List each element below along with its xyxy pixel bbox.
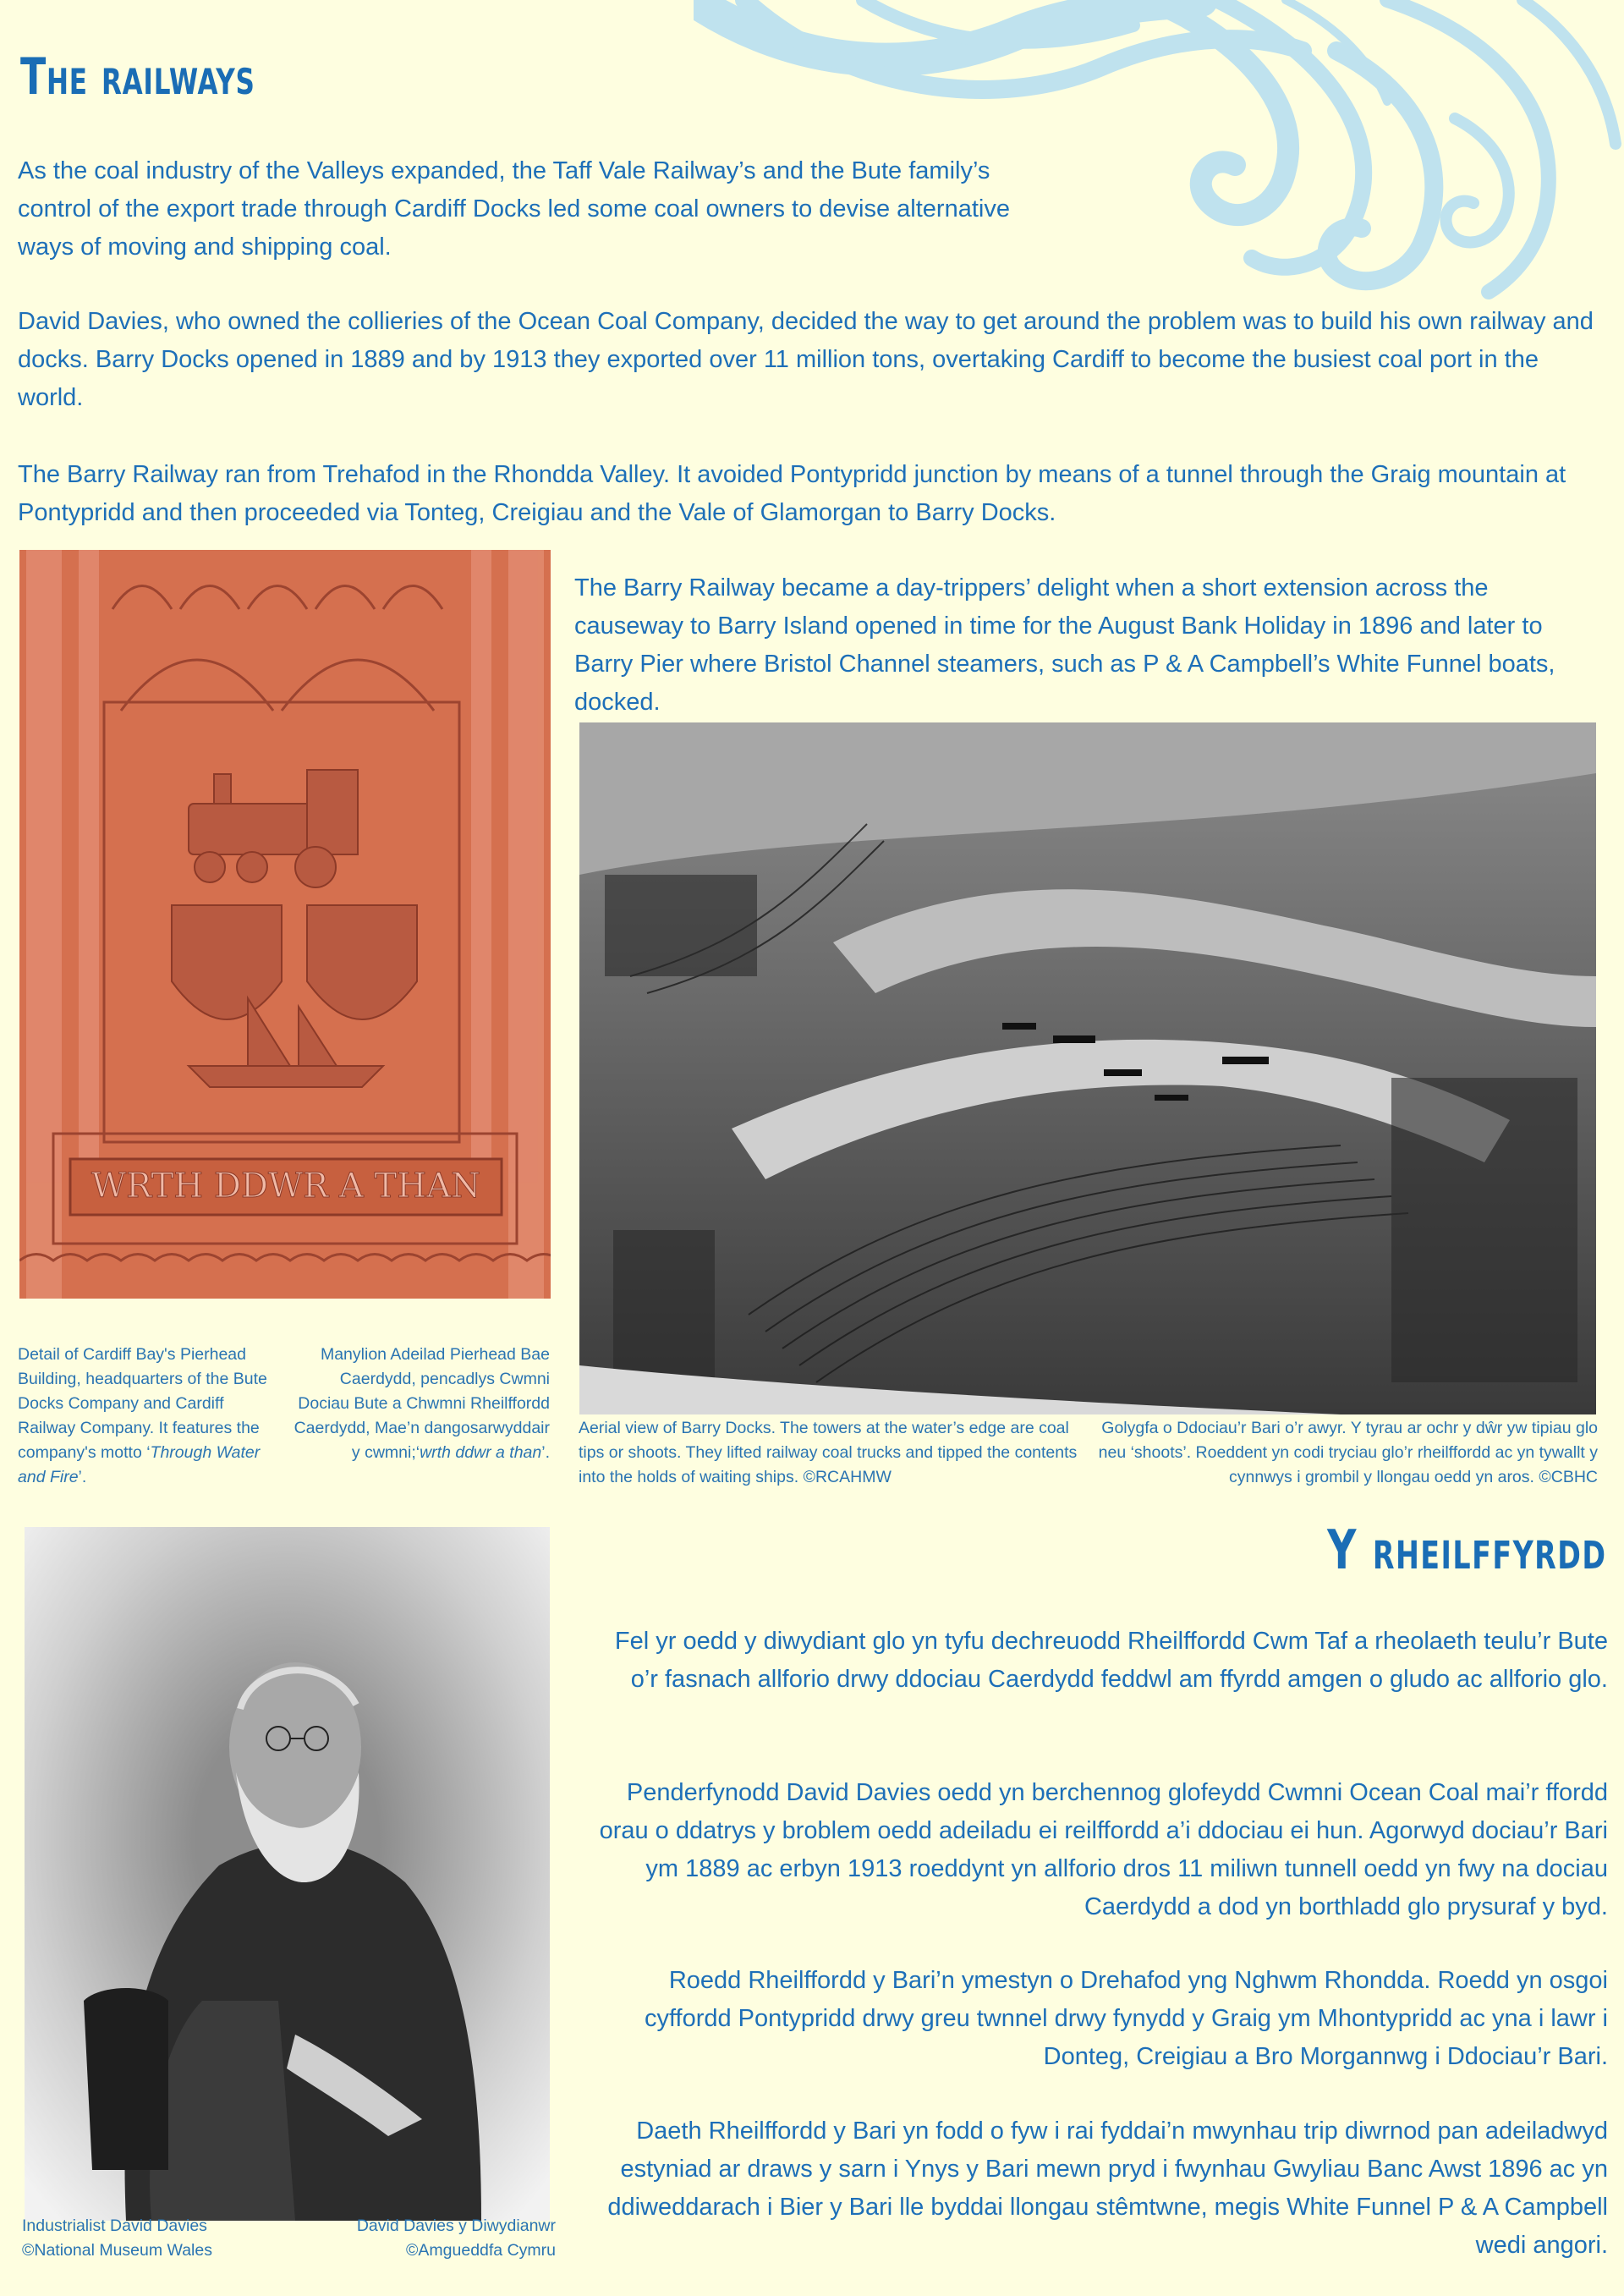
welsh-paragraph-4: Daeth Rheilffordd y Bari yn fodd o fyw i rai fyddai’n mwynhau trip diwrnod pan adeiladwyd estyniad ar draws y sarn i Ynys y Bari mewn pryd i fwynhau Gwyliau Banc Awst 1896 ac yn ddiweddarach i Bier y Bari lle byddai llongau stêmtwne, megis White Funnel P & A Campbell wedi angori. xyxy=(607,2117,1608,2259)
welsh-paragraph-3: Roedd Rheilffordd y Bari’n ymestyn o Drehafod yng Nghwm Rhondda. Roedd yn osgoi cyffordd Pontypridd drwy greu twnnel drwy fynydd y Graig ym Mhontypridd ac yna i lawr i Donteg, Creigiau a Bro Morgannwg i Ddociau’r Bari. xyxy=(644,1967,1608,2070)
portrait-caption-english-line1: Industrialist David Davies xyxy=(22,2216,207,2235)
portrait-caption-english-line2: ©National Museum Wales xyxy=(22,2241,212,2260)
portrait-caption-welsh-line2: ©Amgueddfa Cymru xyxy=(406,2241,556,2260)
pierhead-caption-welsh: Manylion Adeilad Pierhead Bae Caerdydd, pencadlys Cwmni Dociau Bute a Chwmni Rheilffordd Caerdydd, Mae’n dangosarwyddair y cwmni;‘wrth ddwr a than’. xyxy=(294,1345,550,1462)
portrait-caption-welsh-line1: David Davies y Diwydianwr xyxy=(356,2216,556,2235)
english-paragraph-4: The Barry Railway became a day-trippers’ delight when a short extension across the causeway to Barry Island opened in time for the August Bank Holiday in 1896 and later to Barry Pier where Bristol Channel steamers, such as P & A Campbell’s White Funnel boats, docked. xyxy=(574,574,1555,716)
pierhead-terracotta-photo xyxy=(19,550,551,1299)
portrait-caption-english xyxy=(22,2214,301,2263)
welsh-paragraph-2: Penderfynodd David Davies oedd yn berchennog glofeydd Cwmni Ocean Coal mai’r ffordd orau o ddatrys y broblem oedd adeiladu ei reilffordd a’i ddociau ei hun. Agorwyd dociau’r Bari ym 1889 ac erbyn 1913 roeddynt yn allforio dros 11 miliwn tunnell oedd yn fwy na dociau Caerdydd a dod yn borthladd glo prysuraf y byd. xyxy=(599,1779,1608,1920)
barry-docks-aerial-photo xyxy=(579,722,1596,1414)
page-title-welsh: Y rheilffyrdd xyxy=(1327,1519,1607,1582)
english-paragraph-2: David Davies, who owned the collieries of the Ocean Coal Company, decided the way to get around the problem was to build his own railway and docks. Barry Docks opened in 1889 and by 1913 they exported over 11 million tons, overtaking Cardiff to become the busiest coal port in the world. xyxy=(18,308,1594,411)
david-davies-portrait-photo xyxy=(25,1527,550,2221)
portrait-caption-welsh xyxy=(283,2214,556,2263)
pierhead-caption-english: Detail of Cardiff Bay's Pierhead Building, headquarters of the Bute Docks Company and Cardiff Railway Company. It features the company's motto ‘Through Water and Fire’. xyxy=(18,1345,267,1486)
welsh-paragraph-1: Fel yr oedd y diwydiant glo yn tyfu dechreuodd Rheilffordd Cwm Taf a rheolaeth teulu’r Bute o’r fasnach allforio drwy ddociau Caerdydd feddwl am ffyrdd amgen o gludo ac allforio glo. xyxy=(614,1628,1608,1693)
english-paragraph-3: The Barry Railway ran from Trehafod in the Rhondda Valley. It avoided Pontypridd junction by means of a tunnel through the Graig mountain at Pontypridd and then proceeded via Tonteg, Creigiau and the Vale of Glamorgan to Barry Docks. xyxy=(18,461,1566,526)
aerial-caption-welsh: Golygfa o Ddociau’r Bari o’r awyr. Y tyrau ar ochr y dŵr yw tipiau glo neu ‘shoots’. Roeddent yn codi tryciau glo’r rheilffordd ac yn tywallt y cynnwys i grombil y llongau oedd yn aros. ©CBHC xyxy=(1098,1419,1598,1486)
english-paragraph-1: As the coal industry of the Valleys expanded, the Taff Vale Railway’s and the Bute family’s control of the export trade through Cardiff Docks led some coal owners to devise alternative ways of moving and shipping coal. xyxy=(18,157,1010,261)
page-title-english: The railways xyxy=(20,47,255,107)
aerial-caption-english: Aerial view of Barry Docks. The towers at the water’s edge are coal tips or shoots. They lifted railway coal trucks and tipped the contents into the holds of waiting ships. ©RCAHMW xyxy=(579,1419,1078,1486)
pierhead-inscription-text: WRTH DDWR A THAN xyxy=(91,1167,480,1206)
